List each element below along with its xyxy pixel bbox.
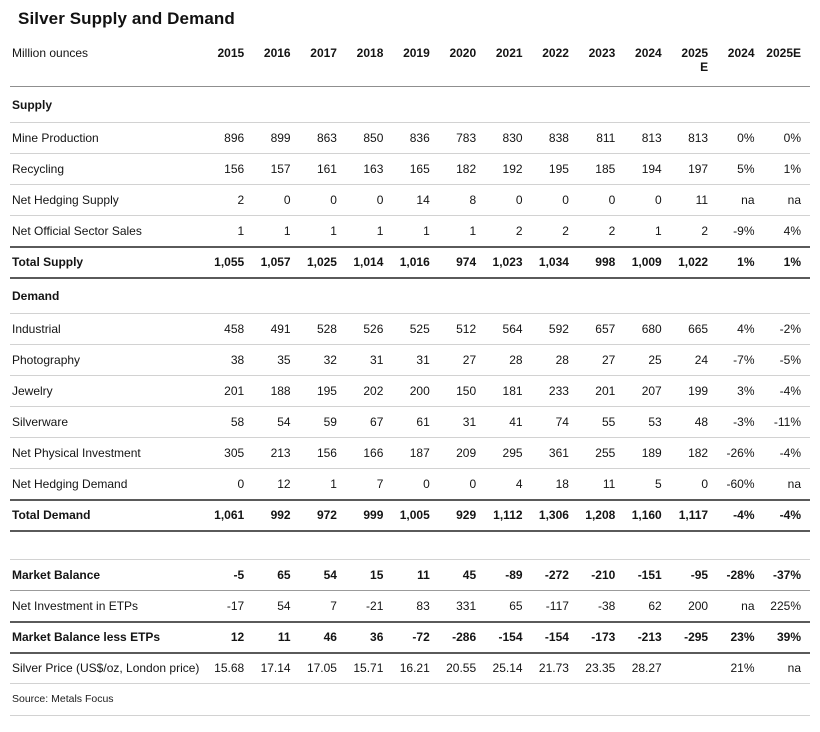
cell-value: 182: [439, 154, 485, 185]
cell-value: -95: [671, 560, 717, 591]
cell-value: 15.71: [346, 653, 392, 684]
column-header: 2016: [253, 42, 299, 87]
cell-value: 0: [671, 469, 717, 500]
cell-value: 233: [532, 376, 578, 407]
section-label: Demand: [10, 278, 810, 314]
total-row: [10, 622, 810, 653]
cell-value: 23.35: [578, 653, 624, 684]
cell-value: 665: [671, 314, 717, 345]
silver-supply-demand-table: [10, 42, 810, 684]
cell-value: 31: [439, 407, 485, 438]
row-label: Market Balance: [10, 560, 207, 591]
cell-value: 202: [346, 376, 392, 407]
cell-value: 25.14: [485, 653, 531, 684]
table-row: [10, 591, 810, 622]
table-row: [10, 314, 810, 345]
cell-value: -117: [532, 591, 578, 622]
cell-value: 491: [253, 314, 299, 345]
cell-value: 11: [392, 560, 438, 591]
table-row: [10, 216, 810, 247]
cell-value: 2: [207, 185, 253, 216]
cell-value: -11%: [764, 407, 811, 438]
cell-value: -272: [532, 560, 578, 591]
cell-value: 2: [578, 216, 624, 247]
cell-value: 896: [207, 123, 253, 154]
table-row: [10, 185, 810, 216]
column-header: 2025E: [764, 42, 811, 87]
cell-value: -4%: [764, 376, 811, 407]
column-header: 2025 E: [671, 42, 717, 87]
cell-value: 783: [439, 123, 485, 154]
cell-value: 0: [207, 469, 253, 500]
cell-value: 1,009: [624, 247, 670, 278]
cell-value: 1: [253, 216, 299, 247]
cell-value: 0: [578, 185, 624, 216]
cell-value: 12: [207, 622, 253, 653]
table-row: [10, 407, 810, 438]
cell-value: 998: [578, 247, 624, 278]
column-header: 2017: [300, 42, 346, 87]
section-label: Supply: [10, 87, 810, 123]
source-note: Source: Metals Focus: [10, 684, 810, 716]
table-row: [10, 123, 810, 154]
cell-value: 1%: [717, 247, 763, 278]
cell-value: 65: [485, 591, 531, 622]
column-header: 2018: [346, 42, 392, 87]
cell-value: 187: [392, 438, 438, 469]
cell-value: 7: [346, 469, 392, 500]
cell-value: 31: [346, 345, 392, 376]
table-row: [10, 469, 810, 500]
cell-value: 185: [578, 154, 624, 185]
row-label: Recycling: [10, 154, 207, 185]
cell-value: 5: [624, 469, 670, 500]
cell-value: 1,117: [671, 500, 717, 531]
cell-value: 1: [439, 216, 485, 247]
cell-value: 1,061: [207, 500, 253, 531]
cell-value: -72: [392, 622, 438, 653]
cell-value: -89: [485, 560, 531, 591]
cell-value: -151: [624, 560, 670, 591]
cell-value: 1,055: [207, 247, 253, 278]
total-row: [10, 560, 810, 591]
cell-value: 4%: [764, 216, 811, 247]
table-row: [10, 345, 810, 376]
row-label: Mine Production: [10, 123, 207, 154]
row-label: Photography: [10, 345, 207, 376]
cell-value: -213: [624, 622, 670, 653]
cell-value: 331: [439, 591, 485, 622]
cell-value: 225%: [764, 591, 811, 622]
cell-value: 165: [392, 154, 438, 185]
cell-value: -173: [578, 622, 624, 653]
cell-value: 197: [671, 154, 717, 185]
cell-value: 15.68: [207, 653, 253, 684]
cell-value: 38: [207, 345, 253, 376]
cell-value: 0: [253, 185, 299, 216]
cell-value: 36: [346, 622, 392, 653]
cell-value: 1: [207, 216, 253, 247]
cell-value: na: [717, 591, 763, 622]
cell-value: 680: [624, 314, 670, 345]
cell-value: 1: [346, 216, 392, 247]
cell-value: 156: [300, 438, 346, 469]
cell-value: 1: [624, 216, 670, 247]
cell-value: -4%: [764, 500, 811, 531]
cell-value: -7%: [717, 345, 763, 376]
section-row: [10, 278, 810, 314]
cell-value: 811: [578, 123, 624, 154]
cell-value: 15: [346, 560, 392, 591]
cell-value: 512: [439, 314, 485, 345]
row-label: Net Hedging Demand: [10, 469, 207, 500]
cell-value: 525: [392, 314, 438, 345]
cell-value: 1,023: [485, 247, 531, 278]
cell-value: 35: [253, 345, 299, 376]
cell-value: 458: [207, 314, 253, 345]
cell-value: -38: [578, 591, 624, 622]
row-label: Total Demand: [10, 500, 207, 531]
cell-value: 209: [439, 438, 485, 469]
row-label: Silverware: [10, 407, 207, 438]
cell-value: 1: [300, 216, 346, 247]
cell-value: 27: [439, 345, 485, 376]
cell-value: 4: [485, 469, 531, 500]
cell-value: 65: [253, 560, 299, 591]
cell-value: 83: [392, 591, 438, 622]
column-header: 2023: [578, 42, 624, 87]
cell-value: [671, 653, 717, 684]
row-label: Net Hedging Supply: [10, 185, 207, 216]
column-header: 2024: [717, 42, 763, 87]
cell-value: -5: [207, 560, 253, 591]
cell-value: 2: [485, 216, 531, 247]
cell-value: 55: [578, 407, 624, 438]
cell-value: 863: [300, 123, 346, 154]
cell-value: 67: [346, 407, 392, 438]
cell-value: 526: [346, 314, 392, 345]
cell-value: 16.21: [392, 653, 438, 684]
table-row: [10, 653, 810, 684]
cell-value: -26%: [717, 438, 763, 469]
cell-value: -5%: [764, 345, 811, 376]
cell-value: 305: [207, 438, 253, 469]
cell-value: 28: [532, 345, 578, 376]
cell-value: 592: [532, 314, 578, 345]
cell-value: 528: [300, 314, 346, 345]
cell-value: 992: [253, 500, 299, 531]
cell-value: -4%: [764, 438, 811, 469]
cell-value: 201: [207, 376, 253, 407]
cell-value: 166: [346, 438, 392, 469]
cell-value: -154: [532, 622, 578, 653]
row-label: Net Official Sector Sales: [10, 216, 207, 247]
cell-value: -210: [578, 560, 624, 591]
cell-value: 0: [439, 469, 485, 500]
cell-value: 182: [671, 438, 717, 469]
cell-value: 11: [253, 622, 299, 653]
cell-value: 974: [439, 247, 485, 278]
cell-value: 1,208: [578, 500, 624, 531]
cell-value: 361: [532, 438, 578, 469]
cell-value: 813: [671, 123, 717, 154]
cell-value: 1: [300, 469, 346, 500]
cell-value: -3%: [717, 407, 763, 438]
cell-value: 54: [253, 591, 299, 622]
table-header-row: [10, 42, 810, 87]
cell-value: -37%: [764, 560, 811, 591]
cell-value: 836: [392, 123, 438, 154]
cell-value: 54: [253, 407, 299, 438]
cell-value: 0: [392, 469, 438, 500]
cell-value: 39%: [764, 622, 811, 653]
cell-value: 1,057: [253, 247, 299, 278]
cell-value: -2%: [764, 314, 811, 345]
row-label: Jewelry: [10, 376, 207, 407]
cell-value: 0: [624, 185, 670, 216]
cell-value: 28: [485, 345, 531, 376]
cell-value: 0: [300, 185, 346, 216]
cell-value: -295: [671, 622, 717, 653]
cell-value: 181: [485, 376, 531, 407]
cell-value: 0%: [764, 123, 811, 154]
cell-value: 1,306: [532, 500, 578, 531]
cell-value: 929: [439, 500, 485, 531]
cell-value: -28%: [717, 560, 763, 591]
cell-value: 27: [578, 345, 624, 376]
column-header: 2019: [392, 42, 438, 87]
column-header: 2022: [532, 42, 578, 87]
cell-value: 1,112: [485, 500, 531, 531]
cell-value: 45: [439, 560, 485, 591]
table-body: [10, 87, 810, 684]
cell-value: 830: [485, 123, 531, 154]
column-header: 2021: [485, 42, 531, 87]
cell-value: 195: [532, 154, 578, 185]
spacer-cell: [10, 531, 810, 560]
cell-value: 18: [532, 469, 578, 500]
cell-value: 23%: [717, 622, 763, 653]
cell-value: 188: [253, 376, 299, 407]
cell-value: 0: [485, 185, 531, 216]
cell-value: 3%: [717, 376, 763, 407]
cell-value: 195: [300, 376, 346, 407]
cell-value: 161: [300, 154, 346, 185]
cell-value: 972: [300, 500, 346, 531]
total-row: [10, 247, 810, 278]
cell-value: 14: [392, 185, 438, 216]
cell-value: 21%: [717, 653, 763, 684]
cell-value: -154: [485, 622, 531, 653]
cell-value: 21.73: [532, 653, 578, 684]
row-label: Industrial: [10, 314, 207, 345]
cell-value: 8: [439, 185, 485, 216]
column-header: 2020: [439, 42, 485, 87]
row-label: Net Investment in ETPs: [10, 591, 207, 622]
page-title: Silver Supply and Demand: [18, 9, 235, 28]
cell-value: 1,025: [300, 247, 346, 278]
cell-value: 54: [300, 560, 346, 591]
cell-value: 0%: [717, 123, 763, 154]
cell-value: 1,160: [624, 500, 670, 531]
cell-value: 61: [392, 407, 438, 438]
cell-value: 58: [207, 407, 253, 438]
row-label: Silver Price (US$/oz, London price): [10, 653, 207, 684]
cell-value: 48: [671, 407, 717, 438]
spacer-row: [10, 531, 810, 560]
cell-value: 41: [485, 407, 531, 438]
table-header: [10, 42, 810, 87]
table-row: [10, 154, 810, 185]
cell-value: 163: [346, 154, 392, 185]
cell-value: 1,034: [532, 247, 578, 278]
cell-value: 12: [253, 469, 299, 500]
cell-value: 850: [346, 123, 392, 154]
cell-value: -60%: [717, 469, 763, 500]
cell-value: 24: [671, 345, 717, 376]
cell-value: 295: [485, 438, 531, 469]
section-row: [10, 87, 810, 123]
cell-value: na: [764, 185, 811, 216]
table-row: [10, 438, 810, 469]
cell-value: 899: [253, 123, 299, 154]
cell-value: 1,005: [392, 500, 438, 531]
cell-value: 213: [253, 438, 299, 469]
cell-value: 1,016: [392, 247, 438, 278]
row-label: Market Balance less ETPs: [10, 622, 207, 653]
cell-value: -286: [439, 622, 485, 653]
cell-value: 1,014: [346, 247, 392, 278]
cell-value: 200: [392, 376, 438, 407]
cell-value: na: [717, 185, 763, 216]
cell-value: 189: [624, 438, 670, 469]
cell-value: 32: [300, 345, 346, 376]
cell-value: 255: [578, 438, 624, 469]
cell-value: 999: [346, 500, 392, 531]
cell-value: -4%: [717, 500, 763, 531]
cell-value: 74: [532, 407, 578, 438]
cell-value: 192: [485, 154, 531, 185]
cell-value: 1%: [764, 247, 811, 278]
cell-value: 1%: [764, 154, 811, 185]
cell-value: 199: [671, 376, 717, 407]
cell-value: na: [764, 653, 811, 684]
cell-value: 2: [671, 216, 717, 247]
column-header: 2024: [624, 42, 670, 87]
cell-value: 0: [532, 185, 578, 216]
cell-value: 28.27: [624, 653, 670, 684]
cell-value: 1,022: [671, 247, 717, 278]
cell-value: 150: [439, 376, 485, 407]
cell-value: 7: [300, 591, 346, 622]
cell-value: 2: [532, 216, 578, 247]
cell-value: 11: [578, 469, 624, 500]
row-label: Net Physical Investment: [10, 438, 207, 469]
cell-value: 813: [624, 123, 670, 154]
cell-value: 31: [392, 345, 438, 376]
cell-value: -21: [346, 591, 392, 622]
cell-value: 5%: [717, 154, 763, 185]
cell-value: 59: [300, 407, 346, 438]
cell-value: 194: [624, 154, 670, 185]
cell-value: 17.14: [253, 653, 299, 684]
cell-value: na: [764, 469, 811, 500]
cell-value: -9%: [717, 216, 763, 247]
cell-value: 62: [624, 591, 670, 622]
row-label: Total Supply: [10, 247, 207, 278]
table-row: [10, 376, 810, 407]
cell-value: 157: [253, 154, 299, 185]
cell-value: 11: [671, 185, 717, 216]
cell-value: 156: [207, 154, 253, 185]
cell-value: -17: [207, 591, 253, 622]
cell-value: 46: [300, 622, 346, 653]
cell-value: 17.05: [300, 653, 346, 684]
cell-value: 0: [346, 185, 392, 216]
total-row: [10, 500, 810, 531]
cell-value: 201: [578, 376, 624, 407]
cell-value: 25: [624, 345, 670, 376]
column-header: 2015: [207, 42, 253, 87]
cell-value: 53: [624, 407, 670, 438]
cell-value: 20.55: [439, 653, 485, 684]
cell-value: 4%: [717, 314, 763, 345]
cell-value: 657: [578, 314, 624, 345]
cell-value: 564: [485, 314, 531, 345]
cell-value: 1: [392, 216, 438, 247]
cell-value: 207: [624, 376, 670, 407]
cell-value: 200: [671, 591, 717, 622]
cell-value: 838: [532, 123, 578, 154]
unit-label: Million ounces: [10, 42, 207, 87]
